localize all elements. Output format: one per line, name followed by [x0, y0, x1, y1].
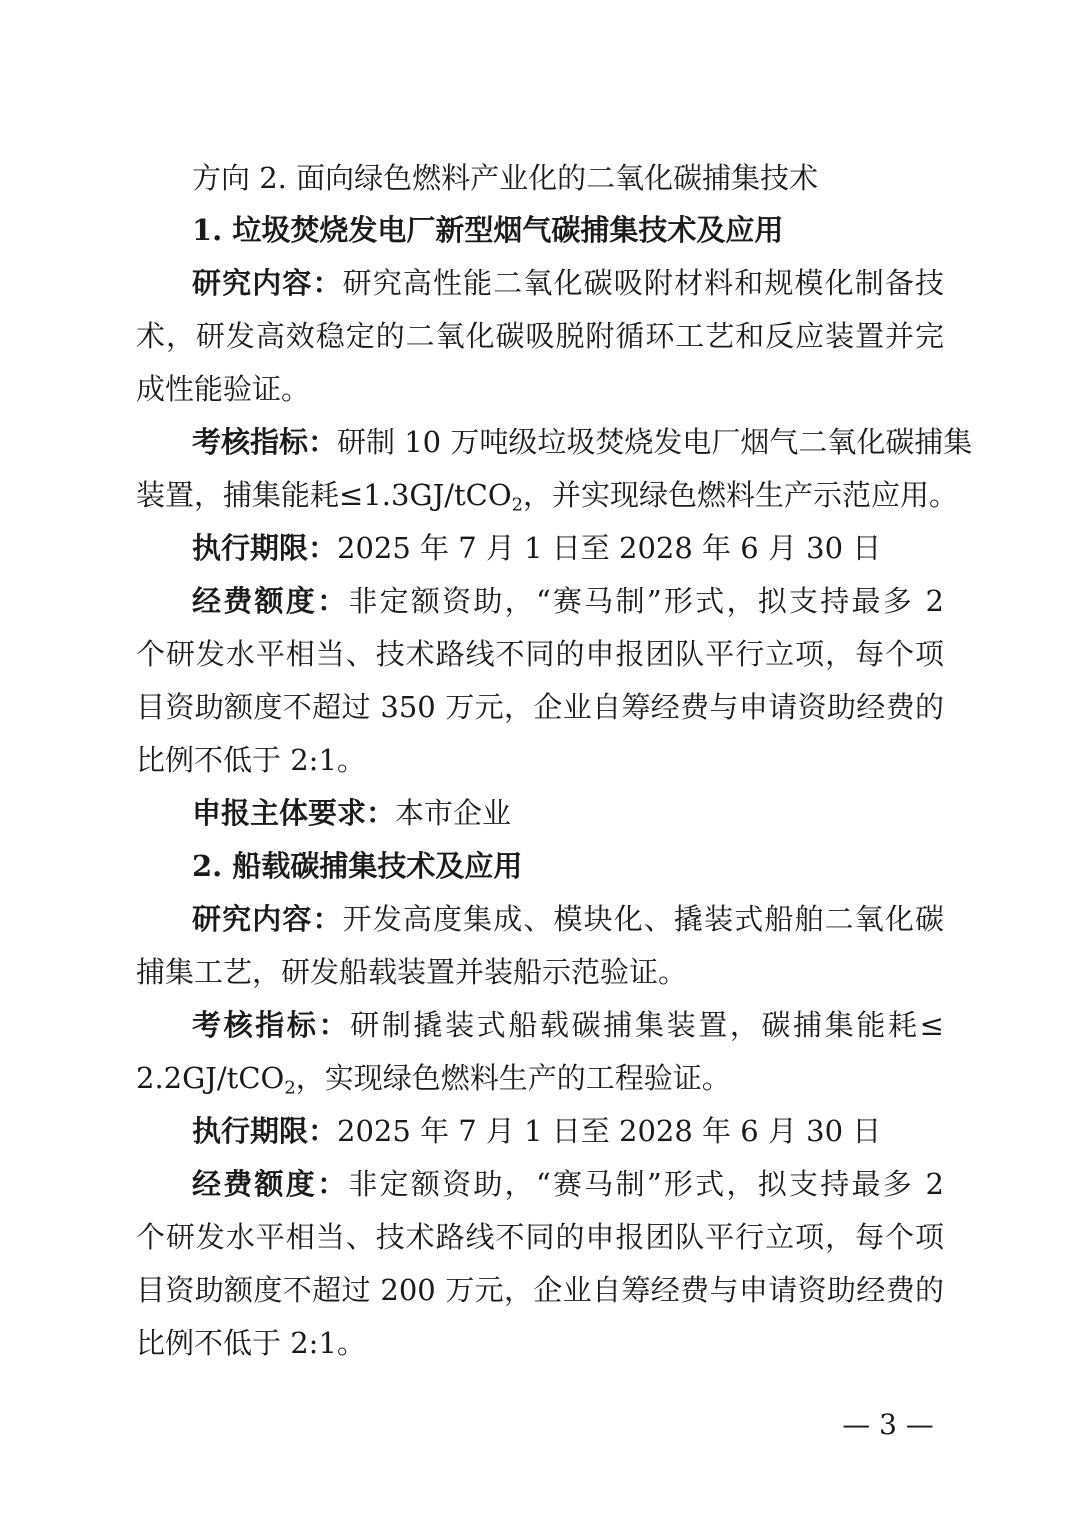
- project2-period: [192, 1111, 944, 1151]
- research-label: 研究内容：: [192, 902, 343, 936]
- period-text: 2025 年 7 月 1 日至 2028 年 6 月 30 日: [337, 531, 882, 565]
- funding-text: 非定额资助，“赛马制”形式，拟支持最多 2: [348, 1167, 944, 1201]
- project2-funding-line2: 个研发水平相当、技术路线不同的申报团队平行立项，每个项: [136, 1220, 944, 1254]
- project2-research-line1: [192, 899, 944, 939]
- assess-text: ，并实现绿色燃料生产示范应用。: [523, 478, 959, 512]
- project1-funding-line4: 比例不低于 2:1。: [136, 743, 366, 777]
- applicant-label: 申报主体要求：: [192, 796, 396, 830]
- project1-research-line1: [192, 263, 944, 303]
- page-number: — 3 —: [842, 1408, 934, 1441]
- project2-assess-line2: [136, 1058, 944, 1098]
- assess-text: 研制 10 万吨级垃圾焚烧发电厂烟气二氧化碳捕集: [337, 425, 973, 459]
- research-label: 研究内容：: [192, 266, 343, 300]
- period-label: 执行期限：: [192, 1114, 338, 1148]
- assess-label: 考核指标：: [192, 1008, 351, 1042]
- project1-title: 1. 垃圾焚烧发电厂新型烟气碳捕集技术及应用: [192, 213, 784, 247]
- project1-research-line2: 术，研发高效稳定的二氧化碳吸脱附循环工艺和反应装置并完: [136, 319, 944, 353]
- project1-period: [192, 528, 944, 568]
- period-text: 2025 年 7 月 1 日至 2028 年 6 月 30 日: [337, 1114, 882, 1148]
- project1-funding-line1: [192, 581, 944, 621]
- direction-heading: 方向 2. 面向绿色燃料产业化的二氧化碳捕集技术: [192, 161, 819, 195]
- assess-text: ，实现绿色燃料生产的工程验证。: [295, 1061, 731, 1095]
- project2-title: 2. 船载碳捕集技术及应用: [192, 849, 523, 883]
- assess-text: 装置，捕集能耗≤1.3GJ/tCO: [136, 478, 512, 512]
- project2-funding-line3: 目资助额度不超过 200 万元，企业自筹经费与申请资助经费的: [136, 1273, 944, 1307]
- research-text: 开发高度集成、模块化、撬装式船舶二氧化碳: [342, 902, 944, 936]
- subscript: 2: [511, 494, 524, 516]
- assess-label: 考核指标：: [192, 425, 338, 459]
- funding-label: 经费额度：: [192, 584, 349, 618]
- project2-funding-line1: [192, 1164, 944, 1204]
- project2-funding-line4: 比例不低于 2:1。: [136, 1326, 366, 1360]
- applicant-text: 本市企业: [395, 796, 512, 830]
- funding-text: 非定额资助，“赛马制”形式，拟支持最多 2: [348, 584, 944, 618]
- period-label: 执行期限：: [192, 531, 338, 565]
- funding-label: 经费额度：: [192, 1167, 349, 1201]
- project2-assess-line1: [192, 1005, 944, 1045]
- project2-research-line2: 捕集工艺，研发船载装置并装船示范验证。: [136, 955, 688, 989]
- project1-assess-line2: [136, 475, 959, 516]
- subscript: 2: [284, 1077, 296, 1099]
- assess-text: 研制撬装式船载碳捕集装置，碳捕集能耗≤: [350, 1008, 944, 1042]
- assess-text: 2.2GJ/tCO: [136, 1061, 285, 1095]
- project1-assess-line1: [192, 422, 973, 462]
- project1-applicant: [192, 793, 944, 833]
- project1-funding-line2: 个研发水平相当、技术路线不同的申报团队平行立项，每个项: [136, 637, 944, 671]
- research-text: 研究高性能二氧化碳吸附材料和规模化制备技: [342, 266, 944, 300]
- project1-research-line3: 成性能验证。: [136, 372, 311, 406]
- project1-funding-line3: 目资助额度不超过 350 万元，企业自筹经费与申请资助经费的: [136, 690, 944, 724]
